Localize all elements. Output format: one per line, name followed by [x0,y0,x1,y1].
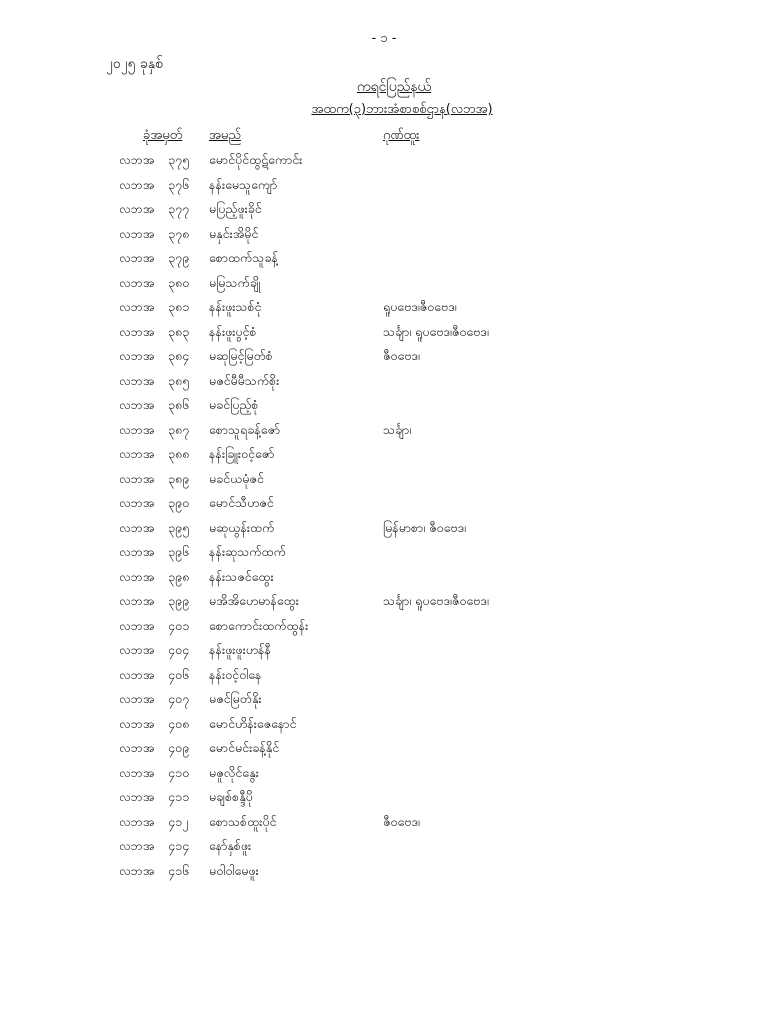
column-header-name: အမည် [209,128,241,143]
seat-prefix: လဘအ [119,323,155,339]
seat-prefix: လဘအ [119,838,155,853]
student-name: မအိအိဟေမာန်ထွေး [209,593,299,608]
list-item [0,419,768,444]
column-header-distinctions: ဂုဏ်ထူး [383,128,420,143]
list-item [0,394,768,419]
exam-center-subtitle: အထက(၃)ဘားအံစာစစ်ဌာန(လဘအ) [311,102,493,117]
seat-number: ၃၈၀ [168,274,190,290]
seat-number: ၃၇၅ [168,152,190,167]
list-item [0,541,768,566]
seat-prefix: လဘအ [119,250,155,265]
distinctions: ဇီဝဗေဒ၊ [383,348,420,363]
list-item [0,468,768,493]
student-name: နန်းဖူးသစ်ငုံ [209,299,262,314]
student-name: နန်းဝင့်ဝါနေ [209,666,262,682]
list-item [0,566,768,591]
seat-prefix: လဘအ [119,593,155,608]
student-name: မဇင်မြတ်နိုး [209,691,262,706]
student-name: မဇူလိုင်နွေး [209,764,259,780]
seat-prefix: လဘအ [119,274,155,290]
seat-prefix: လဘအ [119,862,155,878]
list-item [0,835,768,860]
seat-number: ၃၉၉ [168,593,190,608]
seat-prefix: လဘအ [119,642,155,657]
list-item [0,786,768,811]
distinctions: မြန်မာစာ၊ ဇီဝဗေဒ၊ [383,519,466,535]
student-name: စောထက်သူခန့် [209,250,278,265]
seat-prefix: လဘအ [119,372,155,388]
list-item [0,345,768,370]
student-name: နန်းသဇင်ထွေး [209,568,274,584]
list-item [0,688,768,713]
seat-number: ၃၉၆ [168,544,190,559]
list-item [0,296,768,321]
seat-prefix: လဘအ [119,617,155,633]
seat-prefix: လဘအ [119,715,155,731]
seat-number: ၃၇၈ [168,225,190,241]
seat-prefix: လဘအ [119,495,155,510]
student-name: မခင်ပြည့်စုံ [209,397,259,412]
list-item [0,517,768,542]
seat-prefix: လဘအ [119,789,155,804]
student-name: မချစ်စန္ဒီပို [209,789,253,804]
distinctions: ဇီဝဗေဒ၊ [383,813,420,829]
seat-number: ၃၈၅ [168,372,190,388]
list-item [0,590,768,615]
student-name: မောင်ပိုင်ထွဋ်ကောင်း [209,152,303,167]
list-item [0,149,768,174]
seat-number: ၃၈၆ [168,397,190,412]
seat-prefix: လဘအ [119,544,155,559]
seat-number: ၃၉၈ [168,568,190,584]
year-label: ၂၀၂၅ ခုနှစ် [106,56,163,72]
list-item [0,443,768,468]
seat-prefix: လဘအ [119,421,155,437]
list-item [0,713,768,738]
list-item [0,198,768,223]
seat-number: ၄၁၆ [168,862,190,878]
list-item [0,737,768,762]
state-title: ကရင်ပြည်နယ် [356,79,432,95]
seat-number: ၄၁၁ [168,789,190,804]
student-name: နော်နှစ်ဖူး [209,838,252,853]
student-name: နန်းခြူးဝင့်ဇော် [209,446,275,461]
seat-number: ၃၈၈ [168,446,190,461]
student-name: မခင်ယမုံဇင် [209,470,264,486]
seat-prefix: လဘအ [119,152,155,167]
student-name: မမြသက်ချို [209,274,261,290]
seat-number: ၄၀၉ [168,740,190,755]
seat-prefix: လဘအ [119,397,155,412]
student-name: မောင်သီဟဇင် [209,495,274,510]
student-name: စောကောင်းထက်ထွန်း [209,617,309,633]
list-item [0,223,768,248]
list-item [0,639,768,664]
seat-number: ၃၈၄ [168,348,190,363]
seat-number: ၄၀၆ [168,666,190,682]
seat-prefix: လဘအ [119,764,155,780]
student-name: စောသူရခန့်ဇော် [209,421,281,437]
list-item [0,370,768,395]
list-item [0,174,768,199]
list-item [0,247,768,272]
seat-prefix: လဘအ [119,568,155,584]
student-name: မောင်မင်းခန့်နိုင် [209,740,280,755]
results-list [0,149,768,884]
student-name: နန်းမေသူကျော် [209,176,278,192]
seat-prefix: လဘအ [119,225,155,241]
student-name: မဇင်မီမီသက်စိုး [209,372,280,388]
seat-number: ၃၇၇ [168,201,190,216]
column-header-seat-number: ခုံအမှတ် [143,128,183,143]
student-name: မောင်ဟိန်းဇေနောင် [209,715,297,731]
distinctions: သင်္ချာ၊ ရူပဗေဒ၊ဇီဝဗေဒ၊ [383,593,489,608]
seat-prefix: လဘအ [119,740,155,755]
student-name: နန်းဖူးပွင့်စံ [209,323,257,339]
seat-number: ၃၈၁ [168,299,190,314]
seat-number: ၄၀၈ [168,715,190,731]
seat-prefix: လဘအ [119,813,155,829]
seat-number: ၄၀၁ [168,617,190,633]
list-item [0,321,768,346]
seat-number: ၄၁၂ [168,813,189,829]
seat-number: ၃၇၉ [168,250,190,265]
student-name: စောသစ်ထူးပိုင် [209,813,277,829]
student-name: မဆုမြင့်မြတ်စံ [209,348,273,363]
seat-number: ၃၉၅ [168,519,190,535]
seat-number: ၄၁၀ [168,764,190,780]
seat-number: ၄၁၄ [168,838,190,853]
list-item [0,272,768,297]
seat-number: ၃၈၇ [168,421,190,437]
page-number: - ၁ - [371,31,397,46]
seat-number: ၄၀၄ [168,642,190,657]
seat-prefix: လဘအ [119,201,155,216]
seat-prefix: လဘအ [119,176,155,192]
seat-number: ၃၉၀ [168,495,190,510]
seat-prefix: လဘအ [119,348,155,363]
distinctions: သင်္ချာ၊ ရူပဗေဒ၊ဇီဝဗေဒ၊ [383,323,489,339]
list-item [0,811,768,836]
list-item [0,860,768,885]
seat-number: ၃၈၃ [168,323,190,339]
seat-prefix: လဘအ [119,519,155,535]
seat-number: ၃၇၆ [168,176,190,192]
student-name: မဝါဝါမေဖူး [209,862,259,878]
student-name: မဆုယွန်းထက် [209,519,275,535]
list-item [0,492,768,517]
student-name: မပြည့်ဖူးခိုင် [209,201,262,216]
seat-prefix: လဘအ [119,446,155,461]
list-item [0,664,768,689]
seat-number: ၄၀၇ [168,691,190,706]
distinctions: သင်္ချာ၊ [383,421,412,437]
seat-prefix: လဘအ [119,691,155,706]
list-item [0,762,768,787]
seat-prefix: လဘအ [119,470,155,486]
seat-prefix: လဘအ [119,299,155,314]
student-name: နန်းဖူးဖူးဟန်နီ [209,642,271,657]
student-name: မနှင်းအိမိုင် [209,225,259,241]
distinctions: ရူပဗေဒ၊ဇီဝဗေဒ၊ [383,299,457,314]
student-name: နန်းဆုသက်ထက် [209,544,286,559]
seat-prefix: လဘအ [119,666,155,682]
seat-number: ၃၈၉ [168,470,190,486]
list-item [0,615,768,640]
